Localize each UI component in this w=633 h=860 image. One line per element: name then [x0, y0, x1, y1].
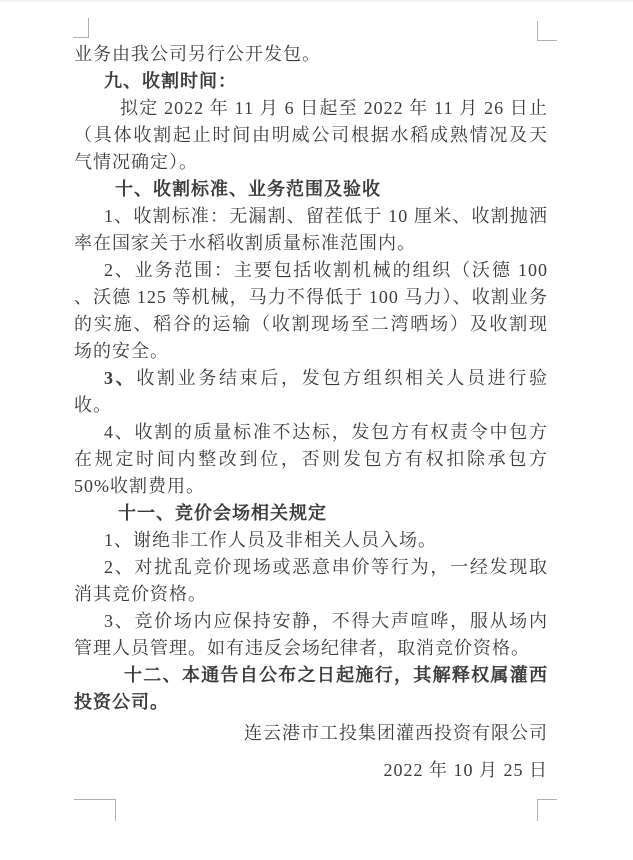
item-3-number: 3、	[104, 368, 137, 388]
paragraph-rule-2: 2、对扰乱竞价现场或恶意串价等行为，一经发现取消其竞价资格。	[74, 557, 548, 604]
paragraph-rule-1: 1、谢绝非工作人员及非相关人员入场。	[104, 530, 437, 550]
paragraph-rule-3: 3、竞价场内应保持安静，不得大声喧哗，服从场内管理人员管理。如有违反会场纪律者，取消竞价资格。	[74, 611, 548, 658]
text-boundary-mark-bottom-left	[74, 799, 116, 821]
section-heading-9: 九、收割时间：	[104, 71, 237, 91]
text-boundary-mark-top-right	[537, 21, 557, 41]
paragraph-item-2: 2、业务范围：主要包括收割机械的组织（沃德 100 、沃德 125 等机械，马力不得低于 100 马力）、收割业务的实施、稻谷的运输（收割现场至二湾晒场）及收割现场的安全。	[74, 260, 548, 361]
section-heading-12: 十二、本通告自公布之日起施行，其解释权属灌西投资公司。	[74, 665, 548, 712]
text-boundary-mark-top-left	[73, 18, 89, 38]
item-3-text: 收割业务结束后，发包方组织相关人员进行验收。	[74, 368, 549, 415]
paragraph-item-4: 4、收割的质量标准不达标，发包方有权责令中包方在规定时间内整改到位，否则发包方有权扣除承包方 50%收割费用。	[74, 422, 548, 496]
page-top-edge	[0, 0, 633, 2]
paragraph-harvest-time: 拟定 2022 年 11 月 6 日起至 2022 年 11 月 26 日止（具体收割起止时间由明威公司根据水稻成熟情况及天气情况确定）。	[74, 98, 548, 172]
paragraph-continuation: 业务由我公司另行公开发包。	[74, 44, 321, 64]
section-heading-10: 十、收割标准、业务范围及验收	[115, 179, 381, 199]
paragraph-item-1: 1、收割标准：无漏割、留茬低于 10 厘米、收割抛洒率在国家关于水稻收割质量标准范围内。	[74, 206, 548, 253]
signature-company-name: 连云港市工投集团灌西投资有限公司	[244, 723, 548, 743]
document-body	[74, 41, 548, 784]
section-heading-11: 十一、竞价会场相关规定	[118, 503, 327, 523]
text-boundary-mark-bottom-right	[537, 799, 557, 821]
paragraph-item-3	[74, 365, 548, 419]
signature-date: 2022 年 10 月 25 日	[383, 760, 548, 780]
